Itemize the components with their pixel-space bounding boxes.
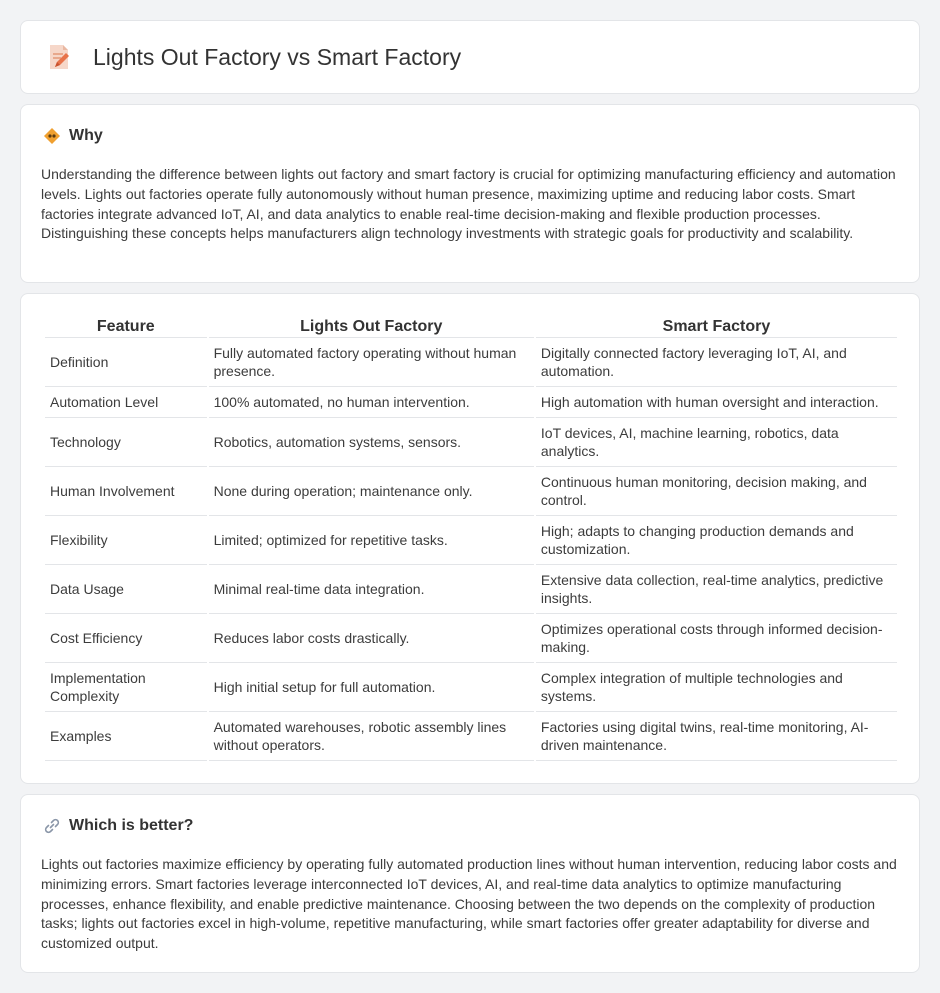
feature-cell: Automation Level <box>45 387 207 418</box>
header-feature: Feature <box>45 316 207 338</box>
better-text: Lights out factories maximize efficiency by operating fully automated production lines without human intervention, reducing labor costs and minimizing errors. Smart factories leverage interconnected IoT devices, AI, and real-time data analytics to optimize manufacturing processes, enhance flexibility, and enable predictive maintenance. Choosing between the two depends on the complexity of production tasks; lights out factories excel in high-volume, repetitive manufacturing, while smart factories offer greater adaptability for diverse and customized output. <box>41 856 897 952</box>
feature-cell: Technology <box>45 418 207 467</box>
lights-out-cell: Automated warehouses, robotic assembly lines without operators. <box>209 712 534 761</box>
comparison-table <box>43 316 899 761</box>
lights-out-cell: Fully automated factory operating without human presence. <box>209 338 534 387</box>
header-card <box>20 20 920 94</box>
smart-cell: High; adapts to changing production demands and customization. <box>536 516 897 565</box>
table-header-row <box>45 316 897 338</box>
header-lights-out: Lights Out Factory <box>209 316 534 338</box>
smart-cell: Continuous human monitoring, decision making, and control. <box>536 467 897 516</box>
smart-cell: Extensive data collection, real-time analytics, predictive insights. <box>536 565 897 614</box>
why-text: Understanding the difference between lights out factory and smart factory is crucial for optimizing manufacturing efficiency and automation levels. Lights out factories operate fully autonomously without human presence, maximizing uptime and reducing labor costs. Smart factories integrate advanced IoT, AI, and data analytics to enable real-time decision-making and flexible production processes. Distinguishing these concepts helps manufacturers align technology investments with strategic goals for productivity and scalability. <box>41 166 896 242</box>
table-row <box>45 712 897 761</box>
lights-out-cell: Minimal real-time data integration. <box>209 565 534 614</box>
better-title: Which is better? <box>69 817 194 834</box>
why-section <box>20 104 920 283</box>
feature-cell: Human Involvement <box>45 467 207 516</box>
smart-cell: High automation with human oversight and interaction. <box>536 387 897 418</box>
table-row <box>45 565 897 614</box>
smart-cell: Factories using digital twins, real-time monitoring, AI-driven maintenance. <box>536 712 897 761</box>
feature-cell: Flexibility <box>45 516 207 565</box>
link-icon <box>43 817 61 835</box>
title-row <box>47 43 461 71</box>
smart-cell: IoT devices, AI, machine learning, robotics, data analytics. <box>536 418 897 467</box>
smart-cell: Complex integration of multiple technologies and systems. <box>536 663 897 712</box>
lights-out-cell: Robotics, automation systems, sensors. <box>209 418 534 467</box>
why-title: Why <box>69 127 103 144</box>
feature-cell: Cost Efficiency <box>45 614 207 663</box>
table-row <box>45 467 897 516</box>
smart-cell: Optimizes operational costs through informed decision-making. <box>536 614 897 663</box>
table-row <box>45 338 897 387</box>
feature-cell: Implementation Complexity <box>45 663 207 712</box>
page-title: Lights Out Factory vs Smart Factory <box>93 43 462 70</box>
lightbulb-icon <box>43 127 61 145</box>
smart-cell: Digitally connected factory leveraging IoT, AI, and automation. <box>536 338 897 387</box>
lights-out-cell: 100% automated, no human intervention. <box>209 387 534 418</box>
which-is-better-section <box>20 794 920 973</box>
feature-cell: Examples <box>45 712 207 761</box>
table-row <box>45 387 897 418</box>
feature-cell: Data Usage <box>45 565 207 614</box>
lights-out-cell: High initial setup for full automation. <box>209 663 534 712</box>
table-row <box>45 663 897 712</box>
document-edit-icon <box>47 43 71 71</box>
header-smart: Smart Factory <box>536 316 897 338</box>
lights-out-cell: None during operation; maintenance only. <box>209 467 534 516</box>
feature-cell: Definition <box>45 338 207 387</box>
better-heading <box>43 817 193 835</box>
table-row <box>45 614 897 663</box>
why-heading <box>43 127 103 145</box>
table-row <box>45 418 897 467</box>
comparison-table-card <box>20 293 920 784</box>
lights-out-cell: Limited; optimized for repetitive tasks. <box>209 516 534 565</box>
table-row <box>45 516 897 565</box>
lights-out-cell: Reduces labor costs drastically. <box>209 614 534 663</box>
